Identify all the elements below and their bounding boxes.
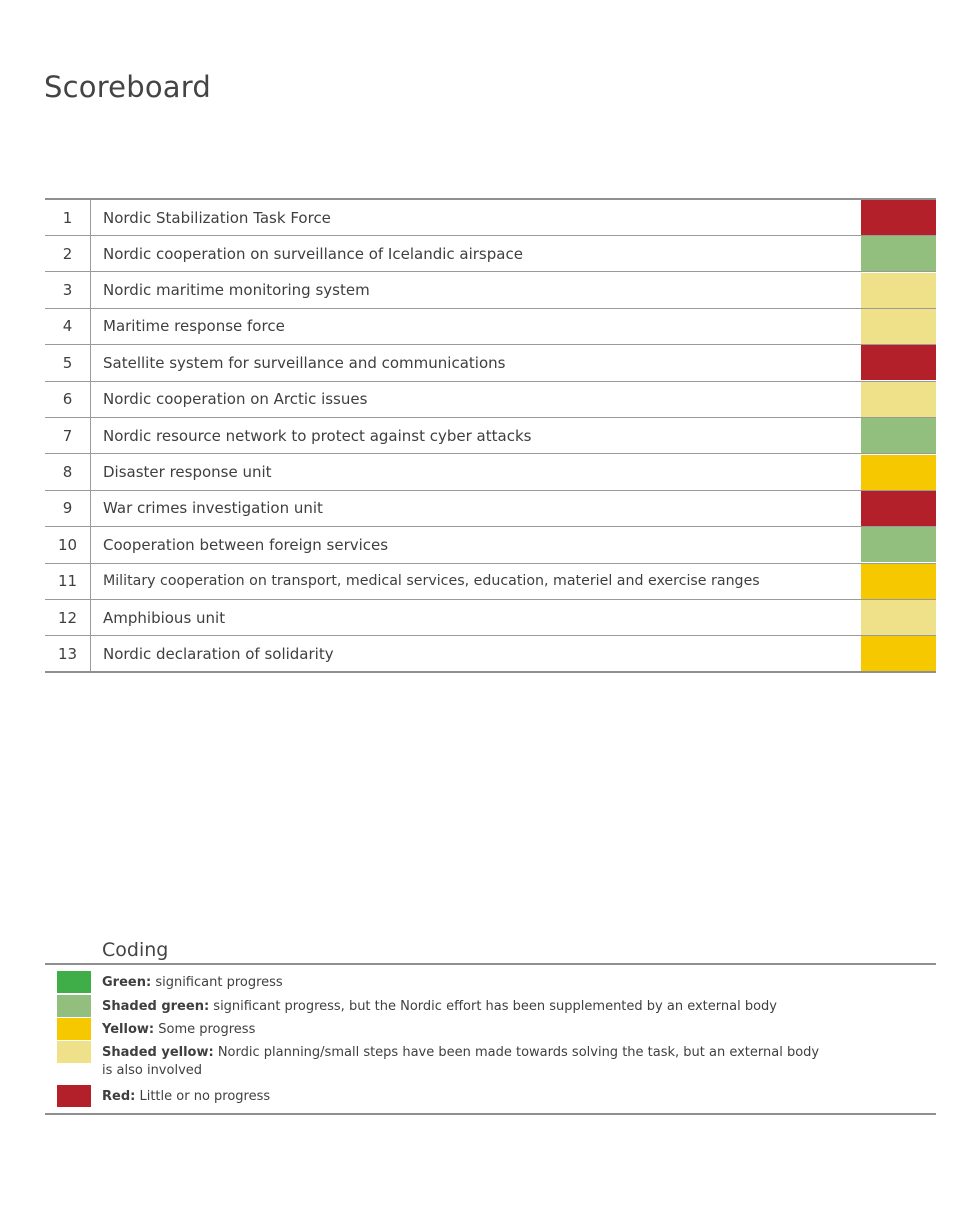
table-row xyxy=(45,599,936,635)
row-number: 12 xyxy=(45,599,91,635)
legend-description: Some progress xyxy=(158,1022,256,1037)
page-title: Scoreboard xyxy=(44,70,211,104)
table-row xyxy=(45,636,936,673)
table-row xyxy=(45,527,936,563)
coding-bottom-divider xyxy=(45,1113,936,1115)
row-number: 13 xyxy=(45,636,91,673)
status-indicator xyxy=(861,527,936,562)
legend-label: Shaded green: xyxy=(102,999,210,1014)
table-row xyxy=(45,236,936,272)
table-row xyxy=(45,381,936,417)
legend-swatch xyxy=(57,1041,91,1063)
legend-label: Yellow: xyxy=(102,1022,155,1037)
task-name: Disaster response unit xyxy=(91,454,862,490)
legend-swatch xyxy=(57,995,91,1017)
legend-label: Green: xyxy=(102,975,152,990)
task-name: Nordic maritime monitoring system xyxy=(91,272,862,308)
legend-swatch xyxy=(57,1018,91,1040)
status-indicator xyxy=(861,455,936,490)
table-row xyxy=(45,454,936,490)
row-number: 1 xyxy=(45,199,91,236)
task-name: Nordic Stabilization Task Force xyxy=(91,199,862,236)
legend-label: Red: xyxy=(102,1089,136,1104)
legend-description: significant progress, but the Nordic effort has been supplemented by an external body xyxy=(213,999,777,1014)
row-number: 7 xyxy=(45,417,91,453)
status-indicator xyxy=(861,309,936,344)
table-row xyxy=(45,490,936,526)
legend-label: Shaded yellow: xyxy=(102,1045,214,1060)
task-name: Nordic cooperation on surveillance of Icelandic airspace xyxy=(91,236,862,272)
row-number: 6 xyxy=(45,381,91,417)
status-indicator xyxy=(861,600,936,635)
task-name: Nordic cooperation on Arctic issues xyxy=(91,381,862,417)
coding-title: Coding xyxy=(102,939,169,961)
row-number: 9 xyxy=(45,490,91,526)
legend-swatch xyxy=(57,971,91,993)
legend-description: Nordic planning/small steps have been made towards solving the task, but an external body is also involved xyxy=(102,1045,820,1078)
status-indicator xyxy=(861,273,936,308)
status-indicator xyxy=(861,200,936,235)
status-indicator xyxy=(861,491,936,526)
row-number: 4 xyxy=(45,308,91,344)
status-indicator xyxy=(861,636,936,671)
task-name: Nordic declaration of solidarity xyxy=(91,636,862,673)
task-name: Maritime response force xyxy=(91,308,862,344)
table-row xyxy=(45,417,936,453)
row-number: 5 xyxy=(45,345,91,381)
row-number: 8 xyxy=(45,454,91,490)
scoreboard-table xyxy=(45,198,936,673)
row-number: 11 xyxy=(45,563,91,599)
legend-description: significant progress xyxy=(155,975,283,990)
table-row xyxy=(45,272,936,308)
legend-description: Little or no progress xyxy=(139,1089,271,1104)
status-indicator xyxy=(861,345,936,380)
table-row xyxy=(45,308,936,344)
task-name: Military cooperation on transport, medical services, education, materiel and exercise ranges xyxy=(91,563,862,599)
task-name: Cooperation between foreign services xyxy=(91,527,862,563)
coding-top-divider xyxy=(45,963,936,965)
row-number: 2 xyxy=(45,236,91,272)
legend-swatch xyxy=(57,1085,91,1107)
task-name: Nordic resource network to protect against cyber attacks xyxy=(91,417,862,453)
status-indicator xyxy=(861,564,936,599)
table-row xyxy=(45,199,936,236)
status-indicator xyxy=(861,418,936,453)
row-number: 3 xyxy=(45,272,91,308)
table-row xyxy=(45,563,936,599)
task-name: War crimes investigation unit xyxy=(91,490,862,526)
status-indicator xyxy=(861,236,936,271)
row-number: 10 xyxy=(45,527,91,563)
task-name: Satellite system for surveillance and communications xyxy=(91,345,862,381)
table-row xyxy=(45,345,936,381)
task-name: Amphibious unit xyxy=(91,599,862,635)
status-indicator xyxy=(861,382,936,417)
